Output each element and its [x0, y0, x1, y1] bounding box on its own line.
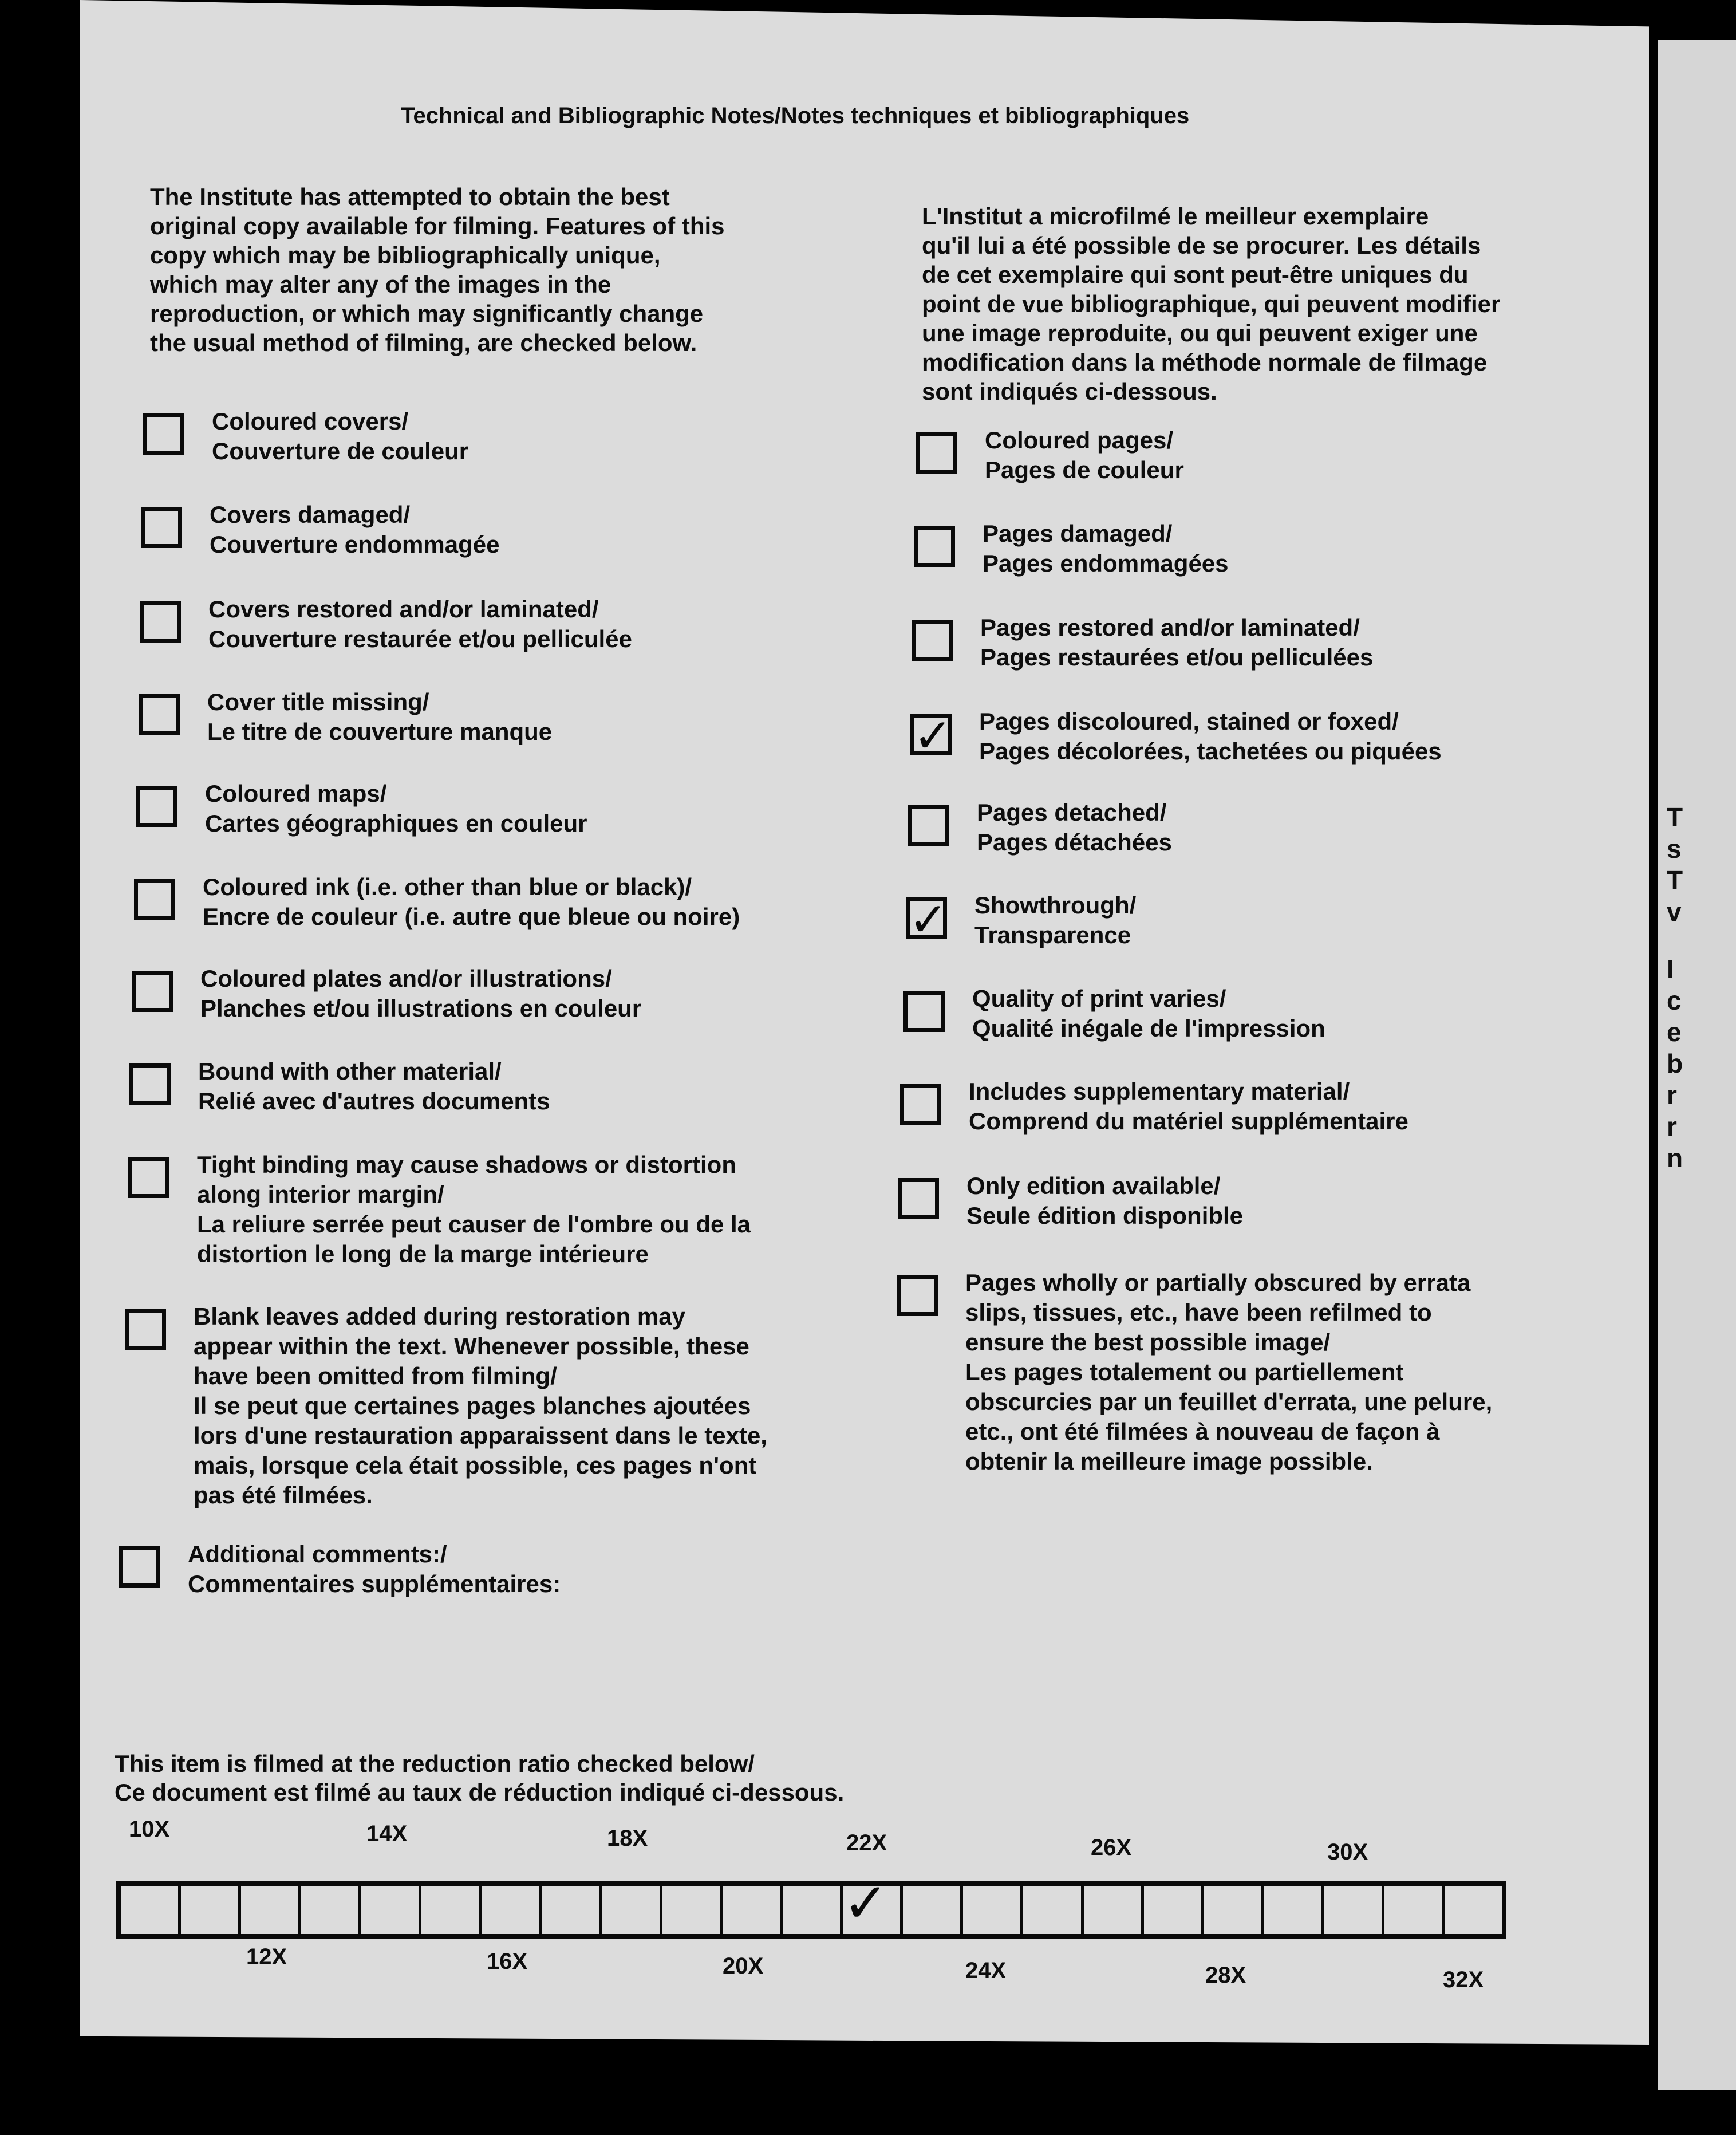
- left-item-label: Cover title missing/ Le titre de couverture manque: [207, 688, 553, 745]
- ratio-cell[interactable]: [903, 1886, 963, 1934]
- strip-fragment: I: [1667, 954, 1674, 984]
- left-item-label: Covers restored and/or laminated/ Couverture restaurée et/ou pelliculée: [208, 596, 632, 652]
- checkmark-icon: ✓: [913, 709, 953, 763]
- ratio-label-top: 18X: [607, 1826, 648, 1851]
- checkbox[interactable]: [903, 991, 945, 1032]
- strip-fragment: e: [1667, 1017, 1682, 1047]
- checkbox[interactable]: [129, 1063, 171, 1105]
- checkbox[interactable]: [140, 601, 181, 643]
- ratio-label-bottom: 20X: [723, 1953, 764, 1979]
- right-item-label: Coloured pages/ Pages de couleur: [985, 427, 1184, 483]
- checkbox[interactable]: [143, 413, 184, 455]
- checkbox[interactable]: [128, 1157, 169, 1198]
- strip-fragment: r: [1667, 1112, 1677, 1141]
- checkbox[interactable]: [908, 805, 949, 846]
- reduction-ratio-text: This item is filmed at the reduction ratio checked below/ Ce document est filmé au taux de réduction indiqué ci-dessous.: [115, 1750, 845, 1806]
- checkbox[interactable]: [912, 620, 953, 661]
- checkbox[interactable]: [897, 1275, 938, 1316]
- checkbox[interactable]: [916, 432, 957, 474]
- right-item-label: Pages damaged/ Pages endommagées: [983, 520, 1229, 577]
- ratio-cell[interactable]: [1264, 1886, 1324, 1934]
- left-item-label: Coloured covers/ Couverture de couleur: [212, 408, 469, 464]
- strip-fragment: T: [1667, 865, 1683, 895]
- ratio-cell[interactable]: [602, 1886, 662, 1934]
- checkbox[interactable]: [134, 879, 175, 920]
- intro-french: L'Institut a microfilmé le meilleur exemplaire qu'il lui a été possible de se procurer. Les détails de cet exemplaire qui sont peut-être uniques du point de vue bibliographique, qui peuvent modifier une image reproduite, ou qui peuvent exiger une modification dans la méthode normale de filmage sont indiqués ci-dessous.: [922, 203, 1501, 405]
- ratio-label-bottom: 32X: [1443, 1967, 1484, 1992]
- strip-fragment: v: [1667, 897, 1682, 927]
- ratio-cell[interactable]: [301, 1886, 361, 1934]
- adjacent-page-strip: [1658, 40, 1736, 2090]
- ratio-label-bottom: 12X: [246, 1944, 287, 1969]
- ratio-label-bottom: 28X: [1205, 1963, 1246, 1988]
- reduction-ratio-bar: [116, 1871, 1506, 1939]
- left-item-label: Coloured plates and/or illustrations/ Planches et/ou illustrations en couleur: [200, 965, 642, 1022]
- ratio-cell[interactable]: [1023, 1886, 1083, 1934]
- ratio-label-top: 22X: [846, 1830, 887, 1856]
- right-item-label: Showthrough/ Transparence: [974, 892, 1137, 948]
- checkbox[interactable]: [119, 1546, 160, 1588]
- intro-english: The Institute has attempted to obtain the best original copy available for filming. Features of this copy which may be bibliographically unique, which may alter any of the images in the reproduction, or which may significantly change the usual method of filming, are checked below.: [150, 183, 725, 356]
- ratio-cell[interactable]: [1204, 1886, 1264, 1934]
- left-item-label: Covers damaged/ Couverture endommagée: [210, 501, 500, 558]
- ratio-cell[interactable]: [1384, 1886, 1445, 1934]
- ratio-label-bottom: 16X: [487, 1949, 528, 1974]
- checkbox[interactable]: [898, 1178, 939, 1219]
- ratio-label-top: 14X: [366, 1821, 408, 1846]
- left-item-label: Coloured ink (i.e. other than blue or black)/ Encre de couleur (i.e. autre que bleue ou noire): [203, 873, 740, 930]
- ratio-cell[interactable]: [843, 1871, 903, 1935]
- ratio-cell[interactable]: [662, 1886, 723, 1934]
- strip-fragment: c: [1667, 986, 1682, 1015]
- ratio-label-top: 26X: [1091, 1835, 1132, 1860]
- left-item-label: Blank leaves added during restoration may appear within the text. Whenever possible, these have been omitted from filming/ Il se peut que certaines pages blanches ajoutées lors d'une restauration apparaissent dans le texte, mais, lorsque cela était possible, ces pages n'ont pas été filmées.: [194, 1303, 767, 1508]
- checkmark-icon: ✓: [843, 1871, 889, 1935]
- checkbox[interactable]: [136, 786, 177, 827]
- left-item-label: Coloured maps/ Cartes géographiques en couleur: [205, 780, 587, 837]
- ratio-cell[interactable]: [181, 1886, 241, 1934]
- checkbox[interactable]: [141, 507, 182, 548]
- right-item-label: Includes supplementary material/ Comprend du matériel supplémentaire: [969, 1078, 1408, 1135]
- checkbox[interactable]: [125, 1309, 166, 1350]
- checked-checkbox[interactable]: [910, 709, 953, 763]
- right-item-label: Quality of print varies/ Qualité inégale de l'impression: [972, 985, 1325, 1042]
- ratio-cell[interactable]: [1445, 1886, 1502, 1934]
- strip-fragment: n: [1667, 1143, 1683, 1173]
- ratio-label-top: 30X: [1327, 1839, 1368, 1865]
- checkbox[interactable]: [139, 694, 180, 735]
- right-item-label: Only edition available/ Seule édition disponible: [966, 1172, 1244, 1229]
- checkbox[interactable]: [900, 1084, 941, 1125]
- ratio-cell[interactable]: [1144, 1886, 1204, 1934]
- ratio-cell[interactable]: [361, 1886, 421, 1934]
- ratio-cell[interactable]: [542, 1886, 602, 1934]
- ratio-cell[interactable]: [482, 1886, 542, 1934]
- checkbox[interactable]: [132, 971, 173, 1012]
- right-item-label: Pages detached/ Pages détachées: [977, 799, 1172, 856]
- ratio-cell[interactable]: [1324, 1886, 1384, 1934]
- right-item-label: Pages restored and/or laminated/ Pages restaurées et/ou pelliculées: [980, 614, 1374, 671]
- checked-checkbox[interactable]: [906, 893, 948, 947]
- ratio-cell[interactable]: [1084, 1886, 1144, 1934]
- right-item-label: Pages wholly or partially obscured by errata slips, tissues, etc., have been refilmed to ensure the best possible image/ Les pages totalement ou partiellement obscurcies par un feuillet d'errata, une pelure, etc., ont été filmées à nouveau de façon à obtenir la meilleure image possible.: [965, 1269, 1493, 1475]
- strip-fragment: T: [1667, 802, 1683, 832]
- ratio-cell[interactable]: [121, 1886, 181, 1934]
- ratio-cell[interactable]: [963, 1886, 1023, 1934]
- left-item-label: Tight binding may cause shadows or distortion along interior margin/ La reliure serrée peut causer de l'ombre ou de la distortion le long de la marge intérieure: [197, 1151, 751, 1267]
- ratio-cell[interactable]: [241, 1886, 301, 1934]
- strip-fragment: s: [1667, 834, 1682, 864]
- left-item-label: Additional comments:/ Commentaires supplémentaires:: [188, 1541, 561, 1597]
- left-item-label: Bound with other material/ Relié avec d'autres documents: [198, 1058, 550, 1114]
- strip-fragment: b: [1667, 1049, 1683, 1078]
- ratio-label-bottom: 24X: [965, 1958, 1007, 1983]
- ratio-cell[interactable]: [723, 1886, 783, 1934]
- ratio-cell[interactable]: [421, 1886, 482, 1934]
- checkmark-icon: ✓: [909, 893, 948, 947]
- ratio-label-top: 10X: [129, 1817, 170, 1842]
- checkbox[interactable]: [914, 526, 955, 567]
- page-title: Technical and Bibliographic Notes/Notes techniques et bibliographiques: [401, 103, 1190, 128]
- strip-fragment: r: [1667, 1080, 1677, 1110]
- ratio-cell[interactable]: [783, 1886, 843, 1934]
- right-item-label: Pages discoloured, stained or foxed/ Pages décolorées, tachetées ou piquées: [979, 708, 1442, 765]
